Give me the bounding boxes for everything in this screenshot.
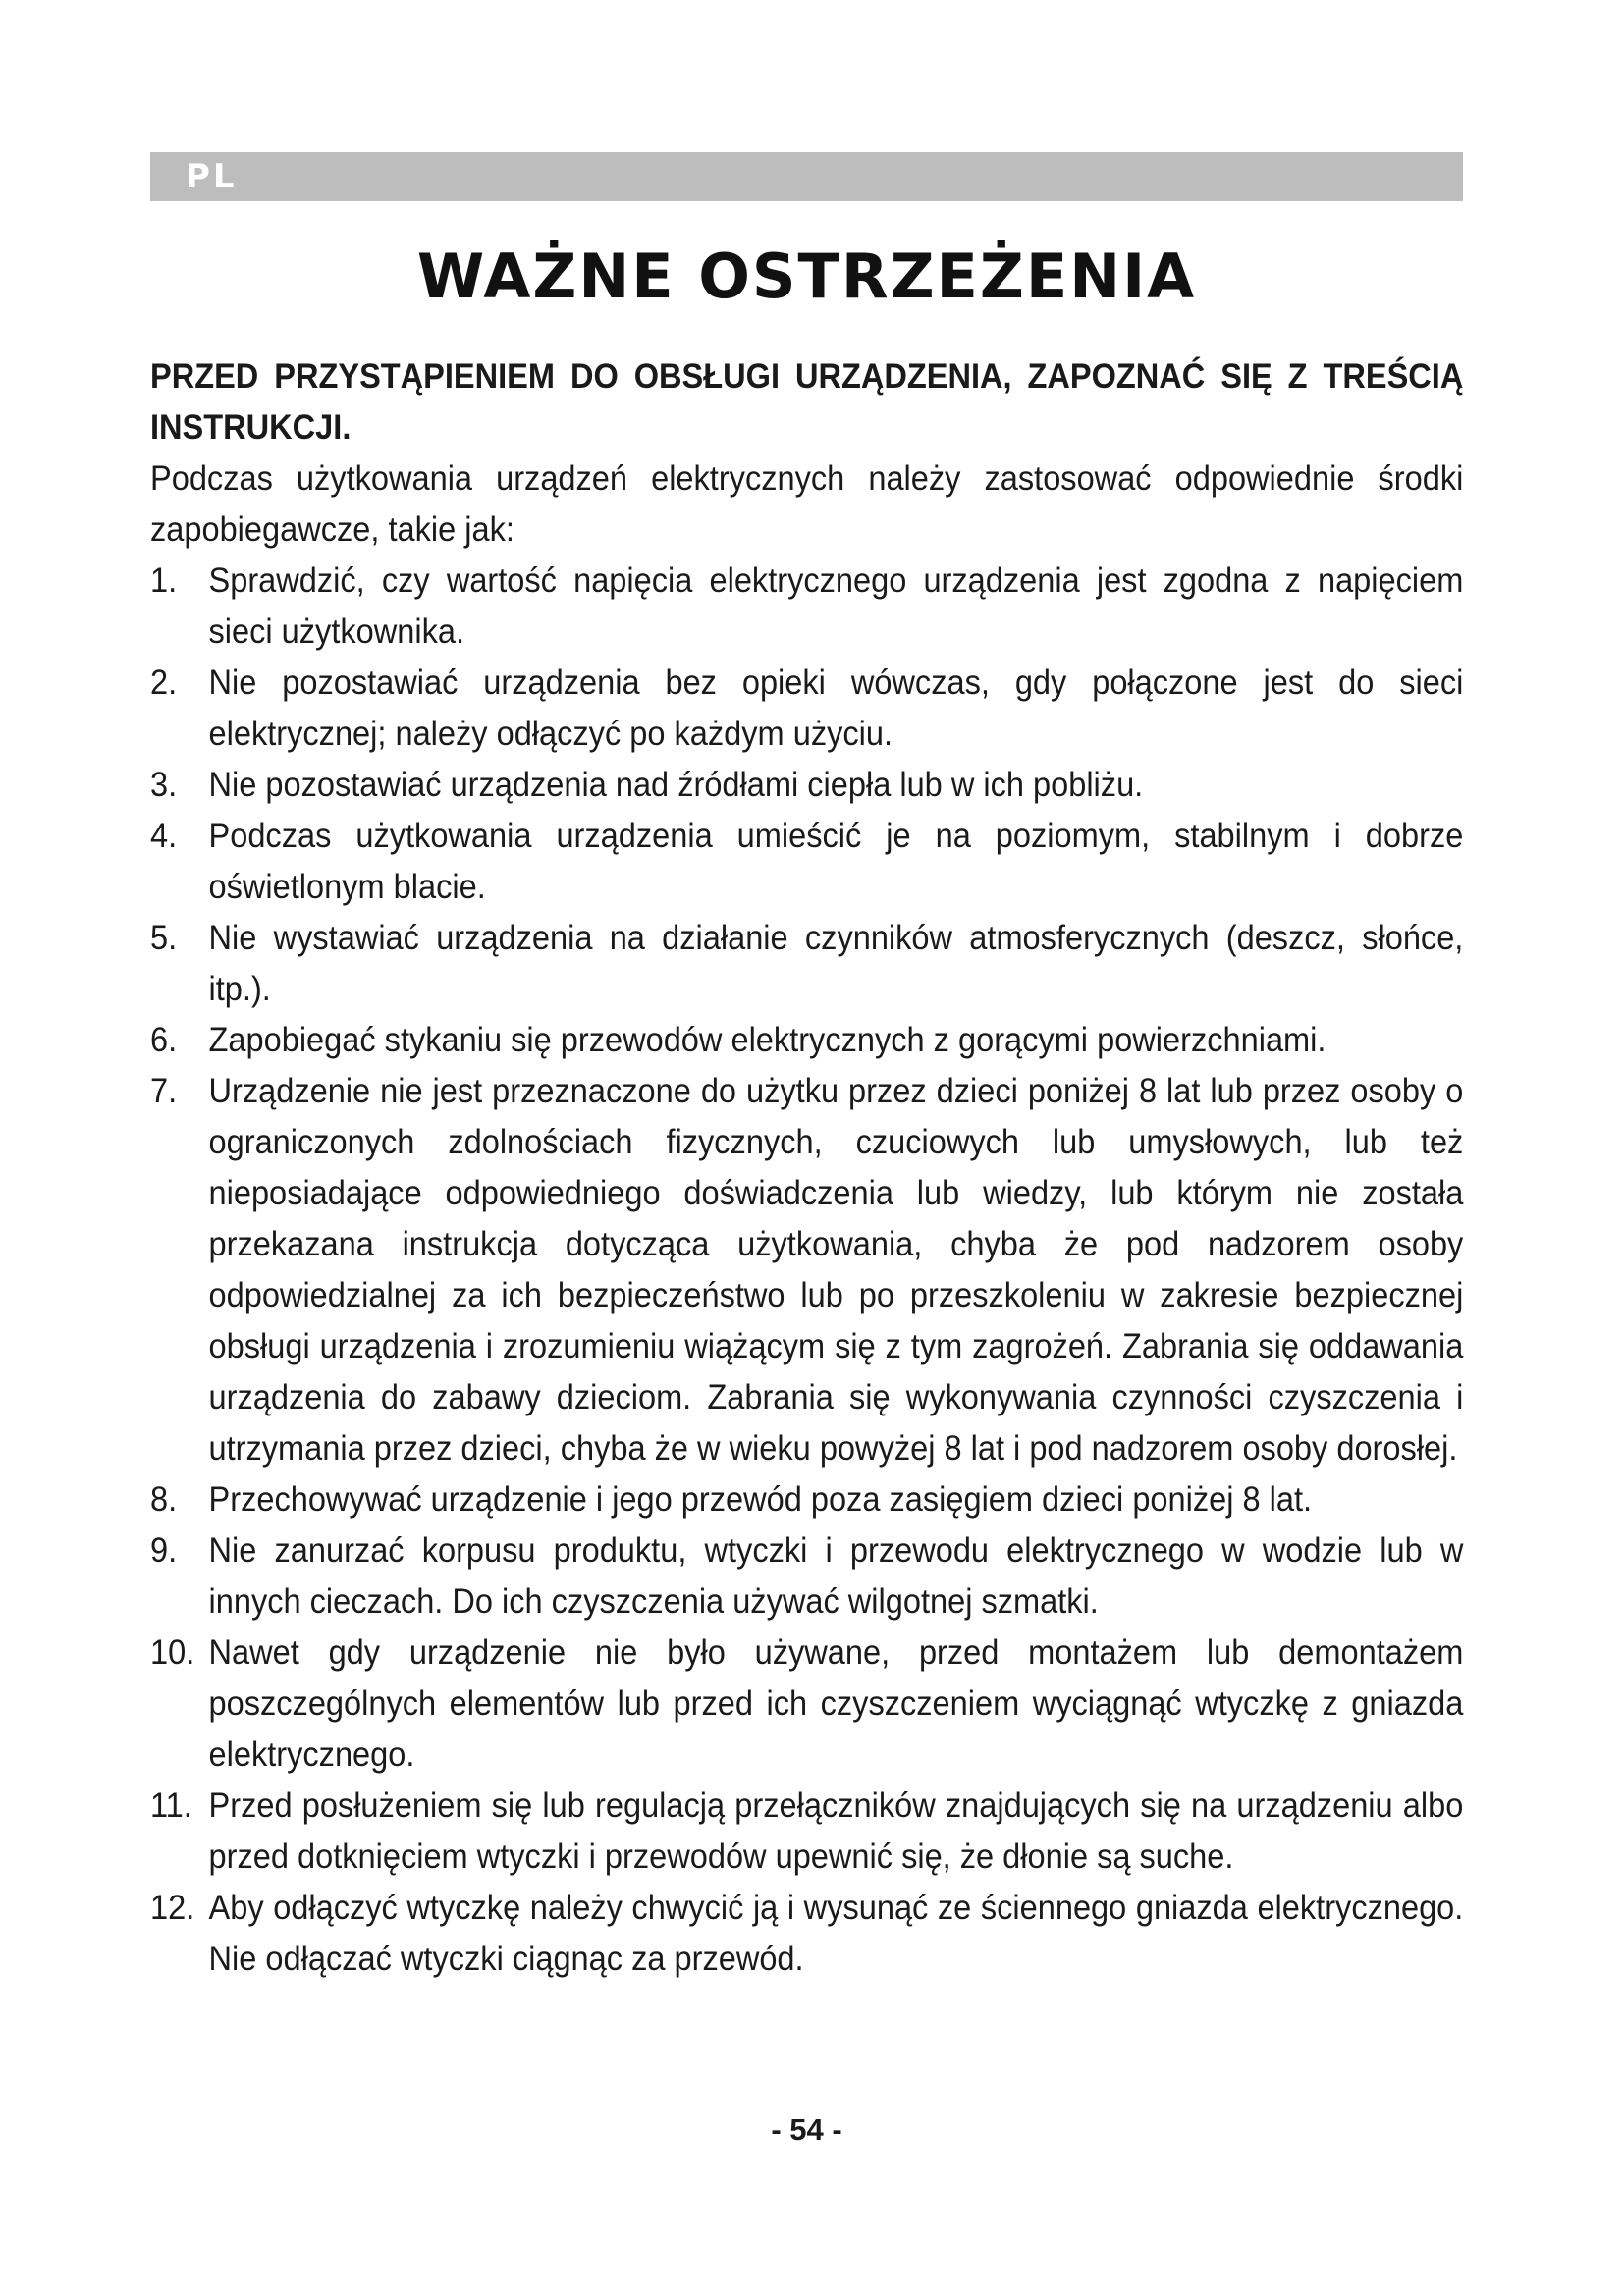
warning-item [150, 1781, 1463, 1883]
page-title: WAŻNE OSTRZEŻENIA [416, 240, 1197, 312]
warning-item [150, 1628, 1463, 1781]
warning-item [150, 658, 1463, 760]
warning-number: 4. [150, 817, 178, 855]
warning-item [150, 1525, 1463, 1628]
warning-text: Urządzenie nie jest przeznaczone do użytku przez dzieci poniżej 8 lat lub przez osoby o ograniczonych zdolnościach fizycznych, czuciowych lub umysłowych, lub też nieposiadające odpowiedniego doświadczenia lub wiedzy, lub którym nie została przekazana instrukcja dotycząca użytkowania, chyba że pod nadzorem osoby odpowiedzialnej za ich bezpieczeństwo lub po przeszkoleniu w zakresie bezpiecznej obsługi urządzenia i zrozumieniu wiążącym się z tym zagrożeń. Zabrania się oddawania urządzenia do zabawy dzieciom. Zabrania się wykonywania czynności czyszczenia i utrzymania przez dzieci, chyba że w wieku powyżej 8 lat i pod nadzorem osoby dorosłej. [208, 1072, 1464, 1468]
warning-item [150, 811, 1463, 913]
warning-item [150, 1883, 1463, 1985]
intro-paragraph: Podczas użytkowania urządzeń elektrycznych należy zastosować odpowiednie środki zapobiegawcze, takie jak: [150, 459, 1464, 549]
lead-paragraph: PRZED PRZYSTĄPIENIEM DO OBSŁUGI URZĄDZENIA, ZAPOZNAĆ SIĘ Z TREŚCIĄ INSTRUKCJI. [150, 357, 1464, 447]
warning-number: 2. [150, 664, 178, 702]
warning-text: Przechowywać urządzenie i jego przewód poza zasięgiem dzieci poniżej 8 lat. [208, 1480, 1313, 1519]
warning-number: 1. [150, 561, 178, 600]
warning-text: Nie zanurzać korpusu produktu, wtyczki i przewodu elektrycznego w wodzie lub w innych cieczach. Do ich czyszczenia używać wilgotnej szmatki. [208, 1531, 1464, 1621]
warning-text: Podczas użytkowania urządzenia umieścić je na poziomym, stabilnym i dobrze oświetlonym blacie. [208, 817, 1464, 906]
language-header-bar [150, 152, 1463, 201]
warning-item [150, 760, 1463, 811]
warning-text: Sprawdzić, czy wartość napięcia elektrycznego urządzenia jest zgodna z napięciem sieci użytkownika. [208, 561, 1464, 651]
warning-text: Nawet gdy urządzenie nie było używane, przed montażem lub demontażem poszczególnych elementów lub przed ich czyszczeniem wyciągnąć wtyczkę z gniazda elektrycznego. [208, 1633, 1464, 1774]
language-code: PL [186, 157, 238, 196]
warning-item [150, 556, 1463, 658]
warning-number: 8. [150, 1480, 178, 1519]
page-number: - 54 - [771, 2112, 842, 2147]
warning-item [150, 1066, 1463, 1474]
warning-number: 9. [150, 1531, 178, 1570]
warning-text: Nie wystawiać urządzenia na działanie czynników atmosferycznych (deszcz, słońce, itp.). [208, 919, 1464, 1008]
warning-number: 7. [150, 1072, 178, 1110]
warning-number: 10. [150, 1633, 195, 1672]
warning-number: 6. [150, 1021, 178, 1059]
warning-item [150, 1474, 1463, 1525]
warning-number: 12. [150, 1889, 195, 1927]
warning-number: 11. [150, 1787, 192, 1825]
warning-item [150, 913, 1463, 1015]
warning-text: Nie pozostawiać urządzenia nad źródłami ciepła lub w ich pobliżu. [208, 766, 1144, 804]
warning-text: Aby odłączyć wtyczkę należy chwycić ją i wysunąć ze ściennego gniazda elektrycznego. Nie odłączać wtyczki ciągnąc za przewód. [208, 1889, 1464, 1978]
warning-number: 3. [150, 766, 178, 804]
warning-number: 5. [150, 919, 178, 957]
warnings-list [150, 556, 1463, 1985]
document-body [150, 351, 1463, 1985]
warning-text: Przed posłużeniem się lub regulacją przełączników znajdujących się na urządzeniu albo przed dotknięciem wtyczki i przewodów upewnić się, że dłonie są suche. [208, 1787, 1464, 1876]
warning-text: Zapobiegać stykaniu się przewodów elektrycznych z gorącymi powierzchniami. [208, 1021, 1326, 1059]
warning-item [150, 1015, 1463, 1066]
warning-text: Nie pozostawiać urządzenia bez opieki wówczas, gdy połączone jest do sieci elektrycznej; należy odłączyć po każdym użyciu. [208, 664, 1464, 753]
